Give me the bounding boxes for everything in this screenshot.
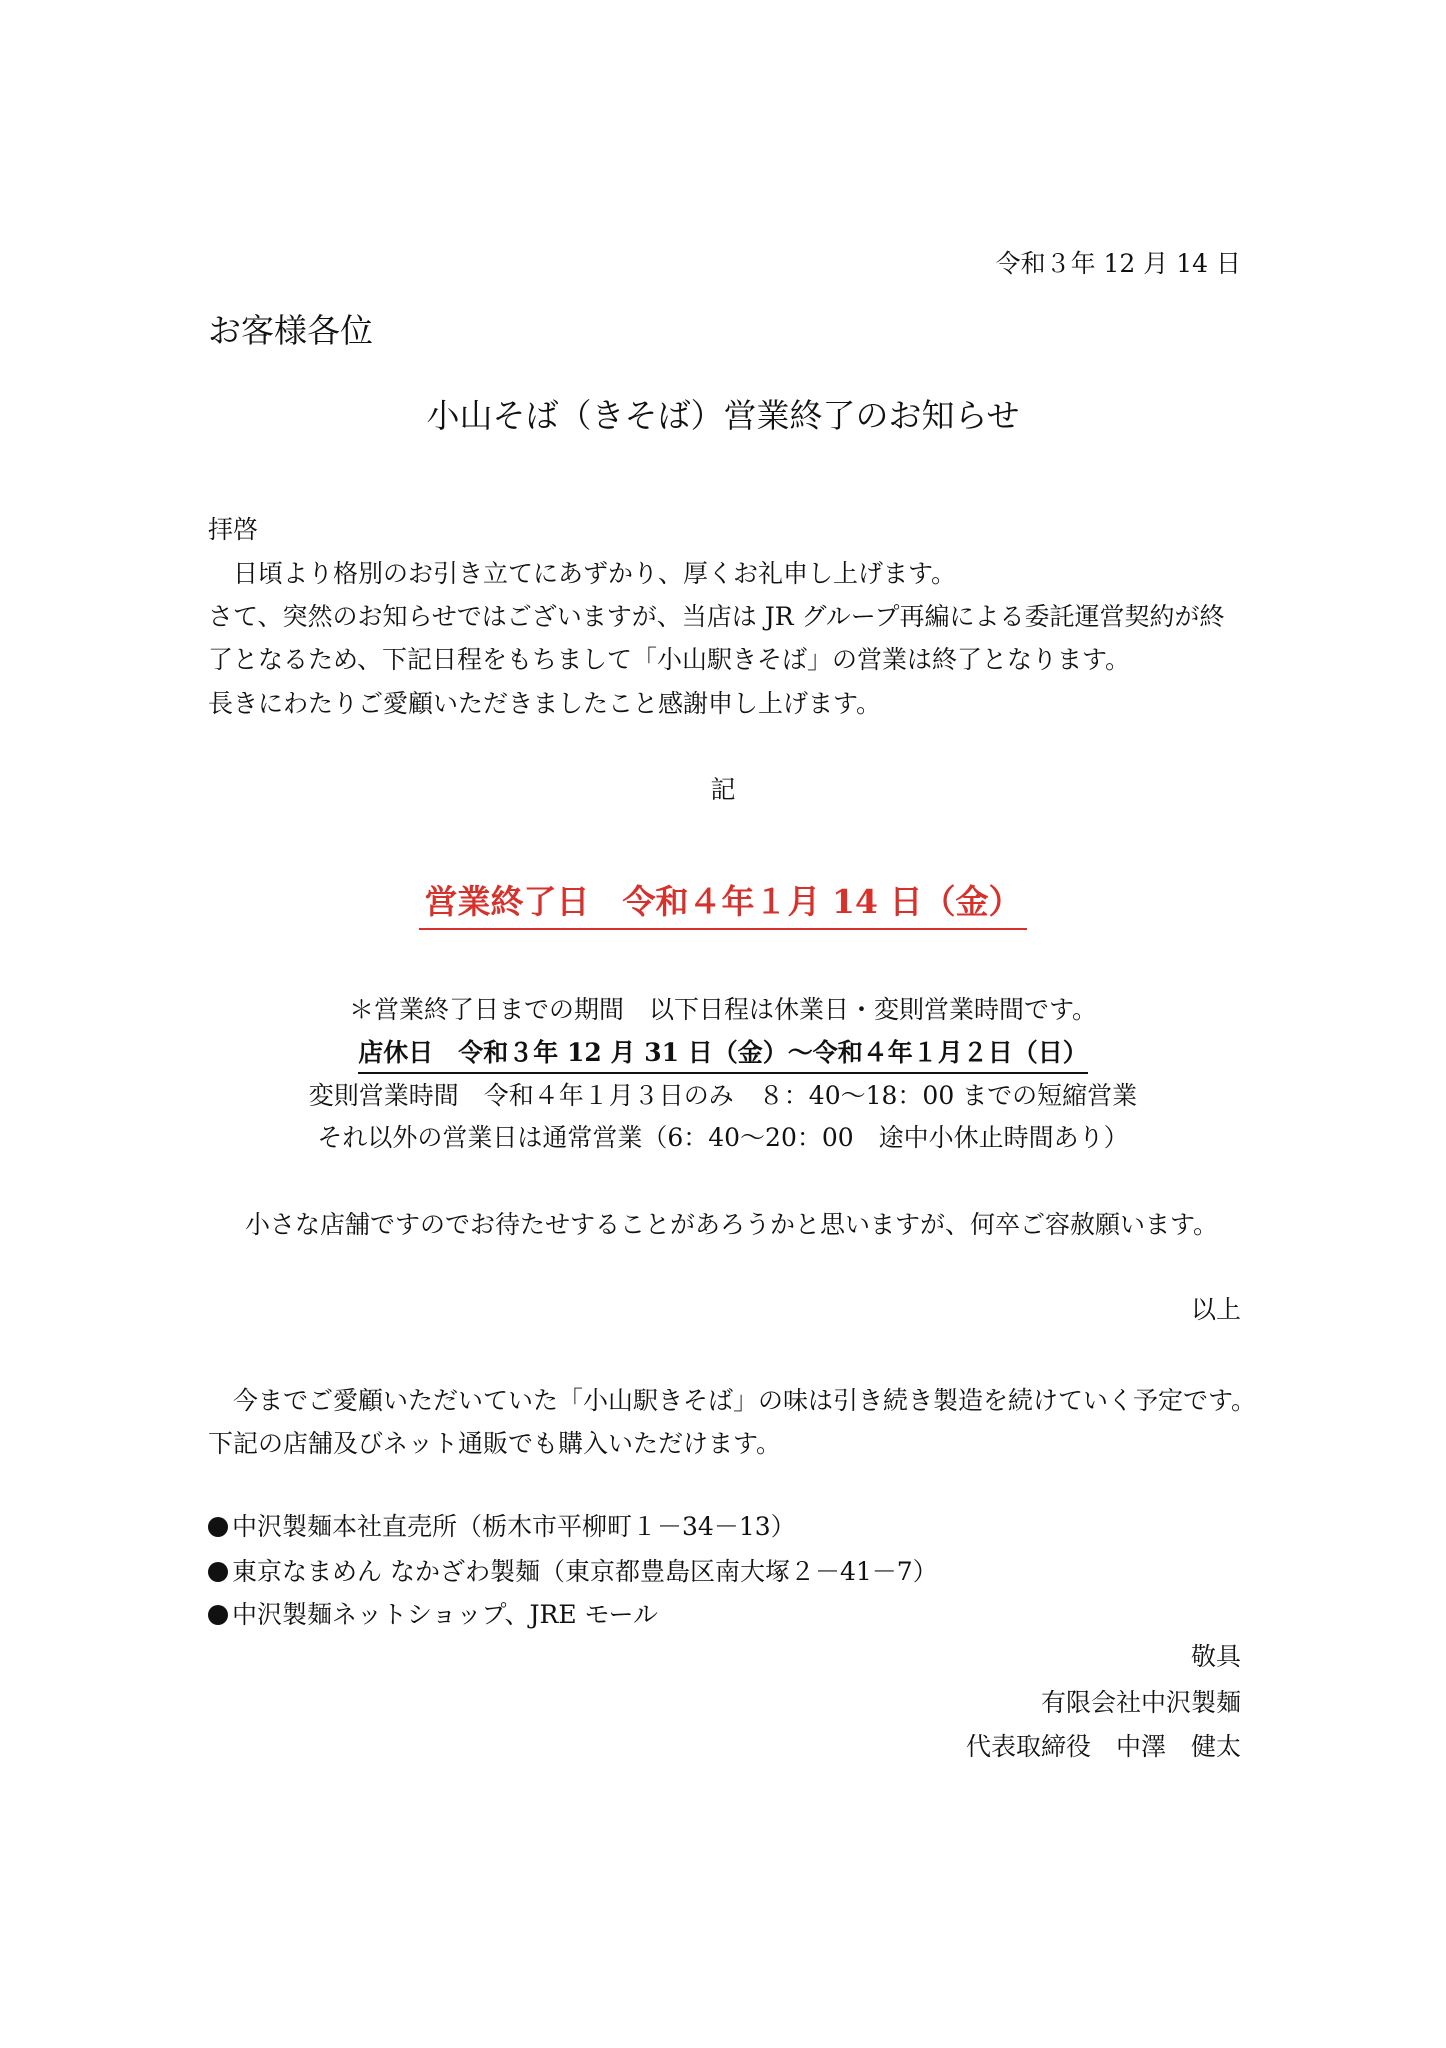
addressee: お客様各位	[208, 311, 373, 350]
opening-salutation: 拝啓	[208, 515, 259, 544]
schedule-note: ＊営業終了日までの期間 以下日程は休業日・変則営業時間です。	[348, 995, 1097, 1024]
closing-date-block	[0, 880, 1446, 930]
holiday-block	[0, 1036, 1446, 1074]
company-name: 有限会社中沢製麺	[1040, 1688, 1241, 1717]
changed-hours: 変則営業時間 令和４年１月３日のみ ８：40～18：00 までの短縮営業	[308, 1081, 1138, 1110]
body-paragraph: 長きにわたりご愛顧いただきましたこと感謝申し上げます。	[208, 689, 882, 718]
apology-text: 小さな店舗ですのでお待たせすることがあろうかと思いますが、何卒ご容赦願います。	[245, 1210, 1219, 1239]
store-item	[208, 1510, 796, 1544]
bullet-icon	[208, 1517, 228, 1537]
bullet-icon	[208, 1605, 228, 1625]
bullet-icon	[208, 1562, 228, 1582]
store-item	[208, 1555, 938, 1589]
continuation-text: 今までご愛顧いただいていた「小山駅きそば」の味は引き続き製造を続けていく予定です。	[233, 1386, 1257, 1415]
closing-date: 営業終了日 令和４年１月 14 日（金）	[419, 880, 1028, 930]
body-paragraph: 了となるため、下記日程をもちまして「小山駅きそば」の営業は終了となります。	[208, 645, 1131, 674]
regular-hours: それ以外の営業日は通常営業（6：40～20：00 途中小休止時間あり）	[317, 1123, 1129, 1152]
closing-salutation: 敬具	[1190, 1642, 1241, 1671]
continuation-text: 下記の店舗及びネット通販でも購入いただけます。	[208, 1429, 782, 1458]
store-label: 東京なまめん なかざわ製麺（東京都豊島区南大塚２－41－7）	[232, 1557, 938, 1586]
body-paragraph: 日頃より格別のお引き立てにあずかり、厚くお礼申し上げます。	[233, 559, 957, 588]
body-paragraph: さて、突然のお知らせではございますが、当店は JR グループ再編による委託運営契約が終	[208, 602, 1225, 631]
store-item	[208, 1598, 658, 1632]
issue-date: 令和３年 12 月 14 日	[995, 249, 1241, 278]
store-label: 中沢製麺ネットショップ、JRE モール	[232, 1600, 659, 1629]
ki-marker: 記	[710, 775, 736, 804]
ijo-marker: 以上	[1190, 1295, 1241, 1324]
store-label: 中沢製麺本社直売所（栃木市平柳町１－34－13）	[232, 1512, 796, 1541]
representative-name: 代表取締役 中澤 健太	[965, 1732, 1241, 1761]
holiday-dates: 店休日 令和３年 12 月 31 日（金）～令和４年１月２日（日）	[358, 1036, 1087, 1074]
page-title: 小山そば（きそば）営業終了のお知らせ	[426, 396, 1020, 435]
